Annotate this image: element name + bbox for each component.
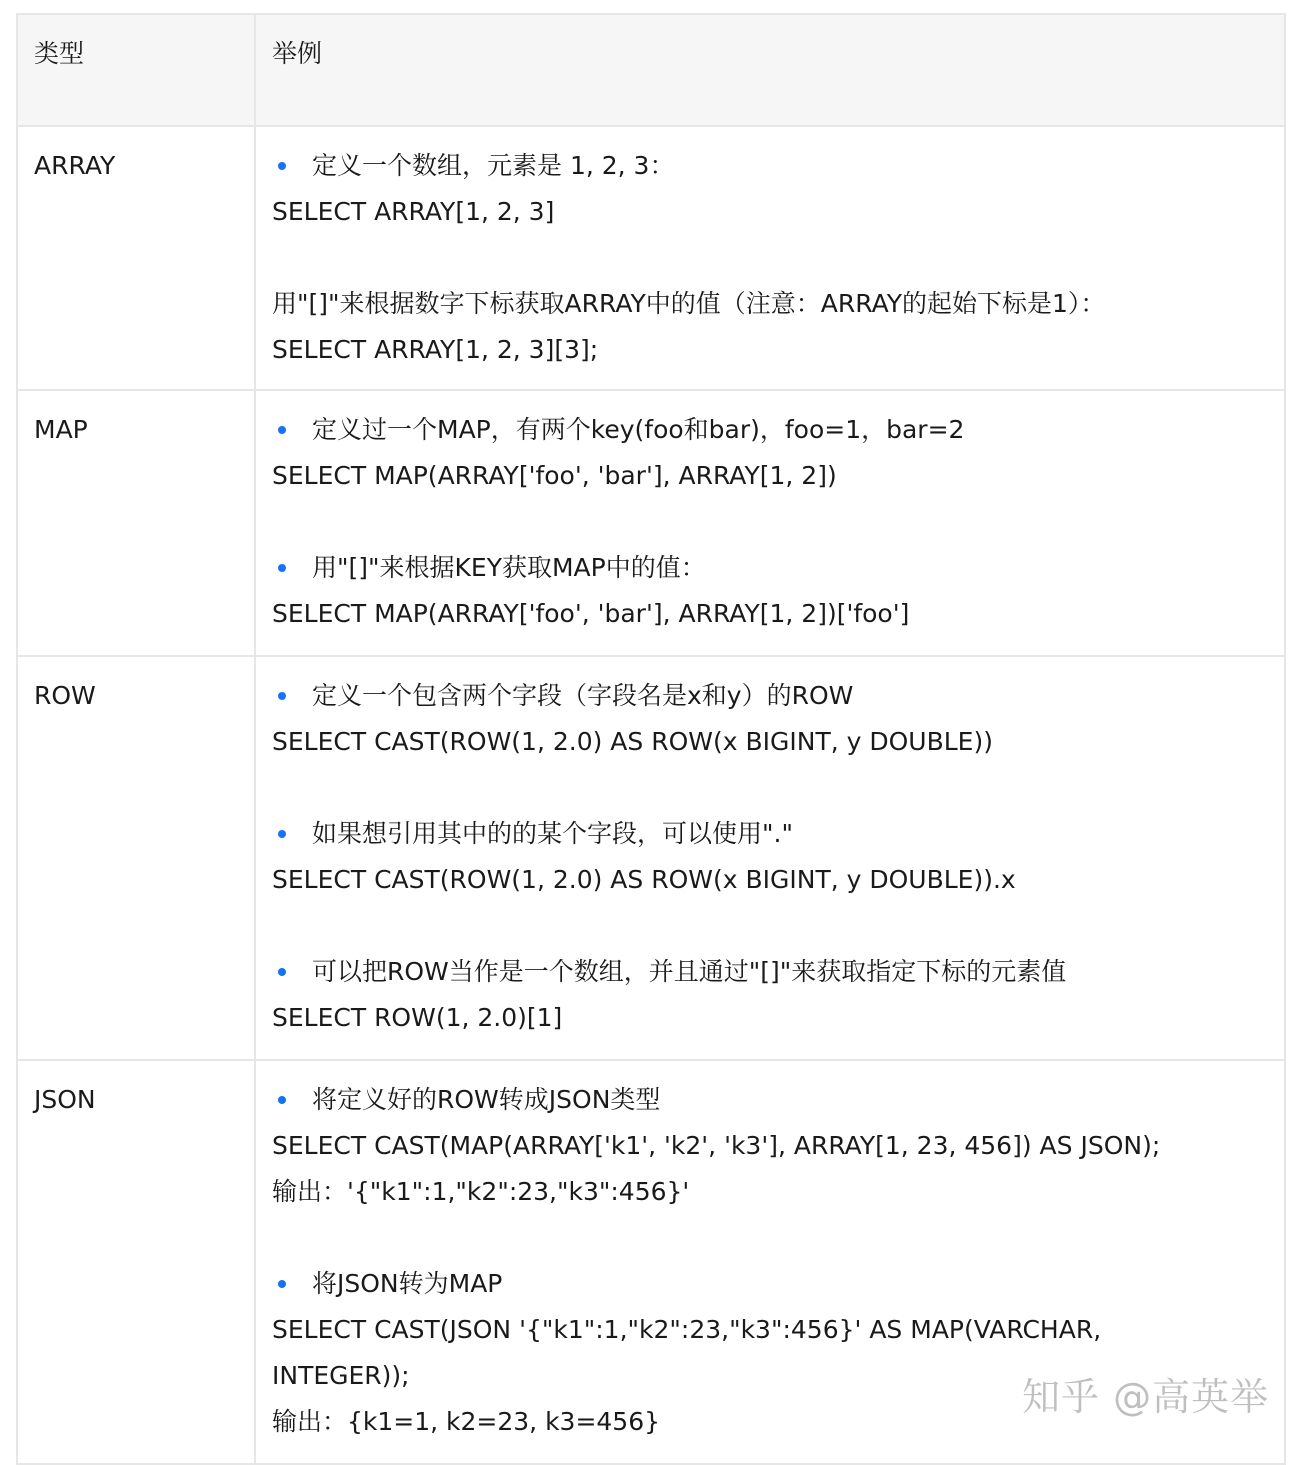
line-text: 如果想引用其中的的某个字段，可以使用"." [312, 819, 793, 848]
example-line [272, 857, 1268, 903]
example-line [272, 189, 1268, 235]
blank-line [272, 903, 1268, 949]
line-text: SELECT ARRAY[1, 2, 3][3]; [272, 335, 599, 364]
line-text: 定义过一个MAP，有两个key(foo和bar)，foo=1，bar=2 [312, 415, 965, 444]
bullet-item [272, 949, 1268, 995]
example-line [272, 281, 1268, 327]
line-text: SELECT ROW(1, 2.0)[1] [272, 1003, 563, 1032]
table-row-row [17, 656, 1285, 1060]
example-line [272, 1123, 1268, 1169]
table-row-map [17, 390, 1285, 656]
watermark: 知乎 @高英举 [1022, 1375, 1270, 1419]
bullet-dot-icon [278, 1096, 286, 1104]
line-text: INTEGER)); [272, 1361, 410, 1390]
example-line [272, 1307, 1268, 1353]
header-type: 类型 [17, 14, 255, 126]
bullet-item [272, 1077, 1268, 1123]
line-text: 输出：{k1=1, k2=23, k3=456} [272, 1407, 661, 1436]
bullet-item [272, 143, 1268, 189]
line-text: SELECT MAP(ARRAY['foo', 'bar'], ARRAY[1, 2]) [272, 461, 837, 490]
line-text: 输出：'{"k1":1,"k2":23,"k3":456}' [272, 1177, 690, 1206]
table-header-row [17, 14, 1285, 126]
blank-line [272, 1215, 1268, 1261]
table-row-array [17, 126, 1285, 390]
bullet-dot-icon [278, 1280, 286, 1288]
example-line [272, 591, 1268, 637]
blank-line [272, 235, 1268, 281]
line-text: SELECT ARRAY[1, 2, 3] [272, 197, 555, 226]
example-line [272, 719, 1268, 765]
line-text: SELECT CAST(JSON '{"k1":1,"k2":23,"k3":456}' AS MAP(VARCHAR, [272, 1315, 1102, 1344]
line-text: 用"[]"来根据KEY获取MAP中的值： [312, 553, 706, 582]
line-text: 可以把ROW当作是一个数组，并且通过"[]"来获取指定下标的元素值 [312, 957, 1067, 986]
example-line [272, 995, 1268, 1041]
bullet-dot-icon [278, 692, 286, 700]
bullet-item [272, 673, 1268, 719]
line-text: SELECT CAST(MAP(ARRAY['k1', 'k2', 'k3'], ARRAY[1, 23, 456]) AS JSON); [272, 1131, 1161, 1160]
header-example: 举例 [255, 14, 1285, 126]
example-line [272, 1169, 1268, 1215]
line-text: SELECT CAST(ROW(1, 2.0) AS ROW(x BIGINT, y DOUBLE)) [272, 727, 993, 756]
type-cell: ARRAY [17, 126, 255, 390]
line-text: 将JSON转为MAP [312, 1269, 503, 1298]
type-cell: ROW [17, 656, 255, 1060]
example-line [272, 453, 1268, 499]
example-cell [255, 656, 1285, 1060]
line-text: SELECT CAST(ROW(1, 2.0) AS ROW(x BIGINT, y DOUBLE)).x [272, 865, 1016, 894]
data-types-table [16, 13, 1286, 1465]
bullet-dot-icon [278, 830, 286, 838]
blank-line [272, 765, 1268, 811]
bullet-dot-icon [278, 162, 286, 170]
bullet-dot-icon [278, 426, 286, 434]
bullet-dot-icon [278, 564, 286, 572]
line-text: 将定义好的ROW转成JSON类型 [312, 1085, 661, 1114]
bullet-item [272, 407, 1268, 453]
bullet-item [272, 1261, 1268, 1307]
line-text: 用"[]"来根据数字下标获取ARRAY中的值（注意：ARRAY的起始下标是1）： [272, 289, 1106, 318]
bullet-item [272, 545, 1268, 591]
type-cell: JSON [17, 1060, 255, 1464]
bullet-dot-icon [278, 968, 286, 976]
line-text: 定义一个包含两个字段（字段名是x和y）的ROW [312, 681, 854, 710]
blank-line [272, 499, 1268, 545]
type-cell: MAP [17, 390, 255, 656]
example-line [272, 327, 1268, 373]
example-cell [255, 126, 1285, 390]
example-cell [255, 390, 1285, 656]
line-text: 定义一个数组，元素是 1, 2, 3： [312, 151, 675, 180]
bullet-item [272, 811, 1268, 857]
line-text: SELECT MAP(ARRAY['foo', 'bar'], ARRAY[1, 2])['foo'] [272, 599, 910, 628]
